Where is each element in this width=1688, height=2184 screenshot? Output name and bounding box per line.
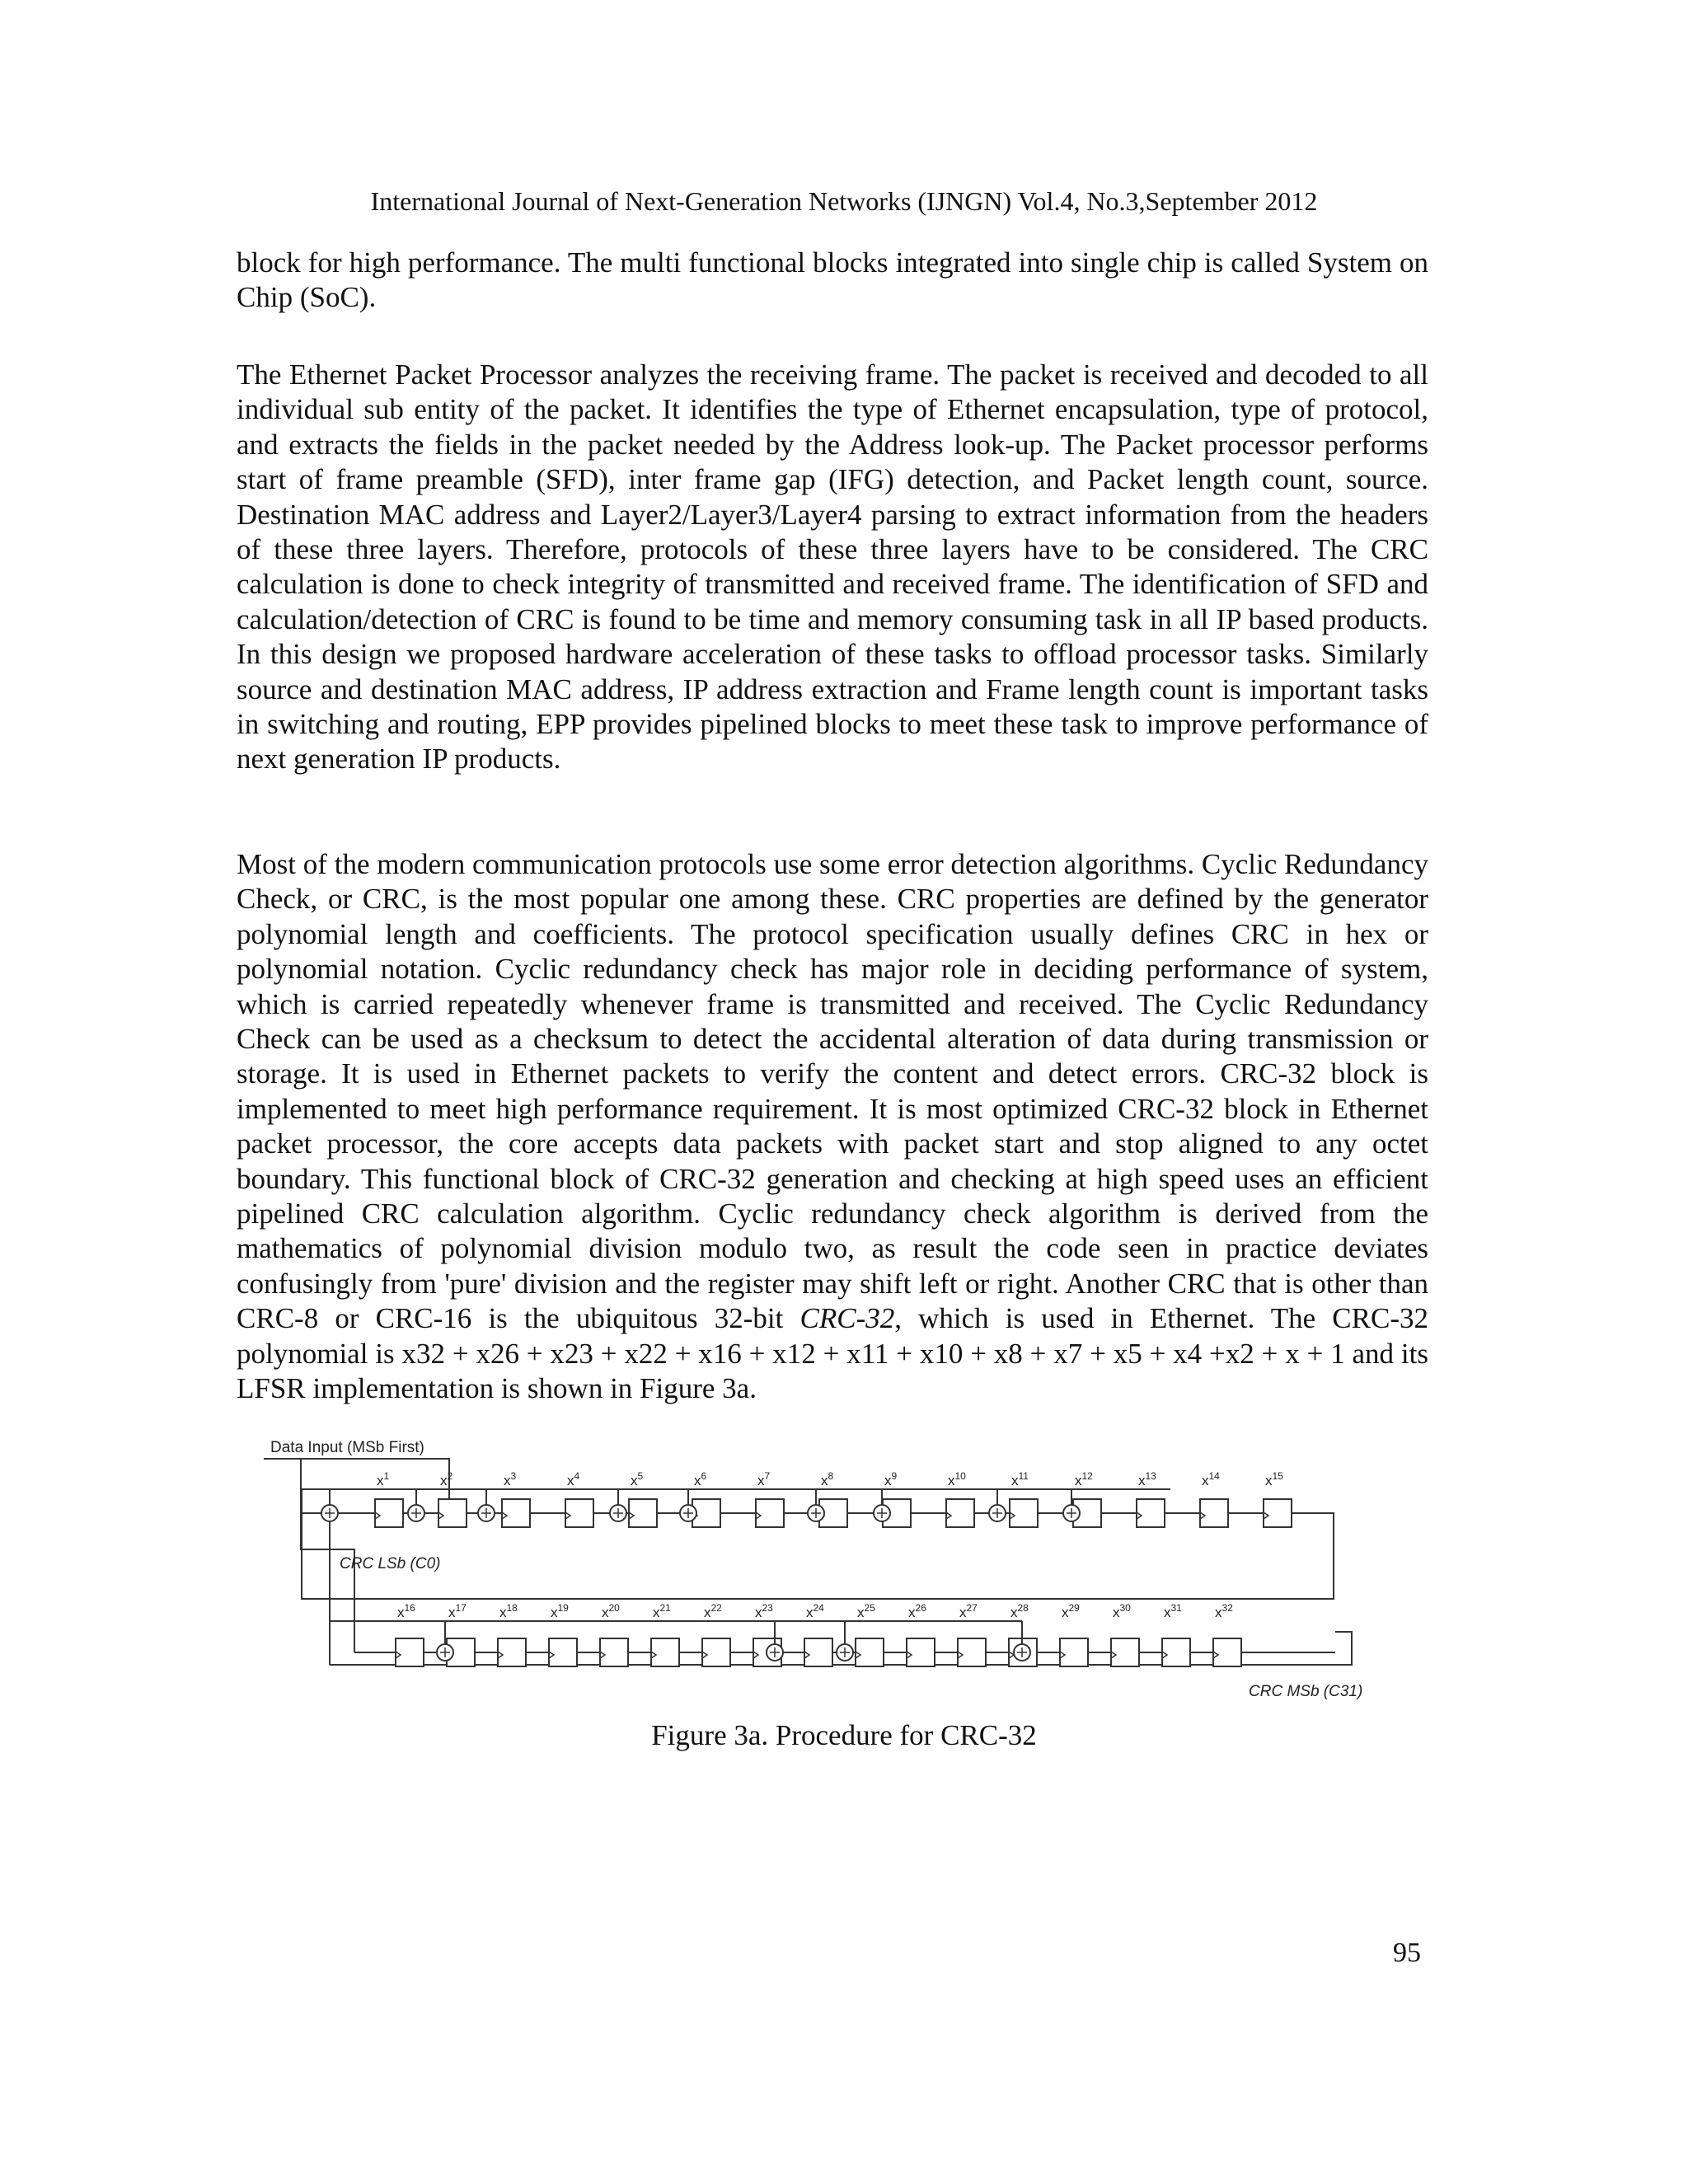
register-cell	[907, 1638, 935, 1666]
lfsr-diagram	[247, 1434, 1401, 1706]
register-cell	[549, 1638, 577, 1666]
register-cell	[629, 1499, 657, 1527]
tap-label: $x^{10}$	[948, 1470, 966, 1488]
register-cell	[702, 1638, 730, 1666]
register-cell	[438, 1499, 467, 1527]
crc-msb-label: CRC MSb (C31)	[1249, 1683, 1363, 1700]
running-header: International Journal of Next-Generation Networks (IJNGN) Vol.4, No.3,September 2012	[370, 186, 1318, 216]
tap-label: $x^{11}$	[1011, 1470, 1029, 1488]
lfsr-row-1	[321, 1470, 1292, 1527]
tap-label: $x^6$	[694, 1470, 707, 1488]
tap-label: $x^{31}$	[1164, 1602, 1182, 1620]
tap-label: $x^{25}$	[857, 1602, 875, 1620]
figure-caption: Figure 3a. Procedure for CRC-32	[651, 1719, 1037, 1751]
tap-label: $x^{18}$	[499, 1602, 518, 1620]
crc-lsb-label: CRC LSb (C0)	[340, 1555, 441, 1572]
tap-label: $x^{26}$	[908, 1602, 926, 1620]
tap-label: $x^{14}$	[1202, 1470, 1220, 1488]
tap-label: $x^{13}$	[1138, 1470, 1156, 1488]
register-cell	[1213, 1638, 1241, 1666]
tap-label: $x^{20}$	[602, 1602, 620, 1620]
register-cell	[565, 1499, 593, 1527]
register-cell	[651, 1638, 679, 1666]
tap-label: $x^{15}$	[1265, 1470, 1283, 1488]
tap-label: $x^3$	[504, 1470, 517, 1488]
register-cell	[1111, 1638, 1139, 1666]
tap-label: $x^2$	[440, 1470, 453, 1488]
tap-label: $x^8$	[821, 1470, 834, 1488]
register-cell	[1010, 1499, 1038, 1527]
tap-label: $x^{24}$	[806, 1602, 824, 1620]
tap-label: $x^{30}$	[1113, 1602, 1131, 1620]
register-cell	[1060, 1638, 1088, 1666]
body-paragraph: The Ethernet Packet Processor analyzes the receiving frame. The packet is received and decoded to all individual sub entity of the packet. It identifies the type of Ethernet encapsulation, type of protocol, and extracts the fields in the packet needed by the Address look-up. The Packet processor performs start of frame preamble (SFD), inter frame gap (IFG) detection, and Packet length count, source. Destination MAC address and Layer2/Layer3/Layer4 parsing to extract information from the headers of these three layers. Therefore, protocols of these three layers have to be considered. The CRC calculation is done to check integrity of transmitted and received frame. The identification of SFD and calculation/detection of CRC is found to be time and memory consuming task in all IP based products. In this design we proposed hardware acceleration of these tasks to offload processor tasks. Similarly source and destination MAC address, IP address extraction and Frame length count is important tasks in switching and routing, EPP provides pipelined blocks to meet these task to improve performance of next generation IP products.	[237, 359, 1428, 776]
register-cell	[1200, 1499, 1228, 1527]
tap-label: $x^{32}$	[1215, 1602, 1233, 1620]
register-cell	[958, 1638, 986, 1666]
data-input-label: Data Input (MSb First)	[270, 1439, 424, 1456]
tap-label: $x^5$	[631, 1470, 644, 1488]
tap-label: $x^{19}$	[551, 1602, 569, 1620]
tap-label: $x^{17}$	[448, 1602, 467, 1620]
tap-label: $x^{21}$	[653, 1602, 671, 1620]
tap-label: $x^{16}$	[397, 1602, 415, 1620]
tap-label: $x^1$	[377, 1470, 390, 1488]
register-cell	[946, 1499, 974, 1527]
register-cell	[375, 1499, 403, 1527]
register-cell	[396, 1638, 424, 1666]
tap-label: $x^{12}$	[1075, 1470, 1093, 1488]
tap-label: $x^9$	[884, 1470, 898, 1488]
tap-label: $x^{28}$	[1010, 1602, 1029, 1620]
tap-label: $x^7$	[757, 1470, 771, 1488]
register-cell	[1137, 1499, 1165, 1527]
register-cell	[498, 1638, 526, 1666]
tap-label: $x^{29}$	[1062, 1602, 1080, 1620]
lfsr-row-2	[396, 1602, 1241, 1666]
paragraph-text: Most of the modern communication protocols use some error detection algorithms. Cyclic Redundancy Check, or CRC, is the most popular one among these. CRC properties are defined by the generator polynomial length and coefficients. The protocol specification usually defines CRC in hex or polynomial notation. Cyclic redundancy check has major role in deciding performance of system, which is carried repeatedly whenever frame is transmitted and received. The Cyclic Redundancy Check can be used as a checksum to detect the accidental alteration of data during transmission or storage. It is used in Ethernet packets to verify the content and detect errors. CRC-32 block is implemented to meet high performance requirement. It is most optimized CRC-32 block in Ethernet packet processor, the core accepts data packets with packet start and stop aligned to any octet boundary. This functional block of CRC-32 generation and checking at high speed uses an efficient pipelined CRC calculation algorithm. Cyclic redundancy check algorithm is derived from the mathematics of polynomial division modulo two, as result the code seen in practice deviates confusingly from 'pure' division and the register may shift left or right. Another CRC that is other than CRC-8 or CRC-16 is the ubiquitous 32-bit	[237, 848, 1428, 1335]
italic-term: CRC-32	[799, 1302, 895, 1335]
register-cell	[756, 1499, 784, 1527]
body-paragraph: block for high performance. The multi functional blocks integrated into single chip is called System on Chip (SoC).	[237, 246, 1428, 314]
register-cell	[1264, 1499, 1292, 1527]
crc32-lfsr-figure	[247, 1434, 1401, 1706]
tap-label: $x^{27}$	[959, 1602, 978, 1620]
register-cell	[502, 1499, 530, 1527]
register-cell	[856, 1638, 884, 1666]
tap-label: $x^{23}$	[755, 1602, 773, 1620]
page-number: 95	[1393, 1938, 1421, 1968]
register-cell	[1162, 1638, 1190, 1666]
tap-label: $x^4$	[567, 1470, 580, 1488]
tap-label: $x^{22}$	[704, 1602, 722, 1620]
paragraph-text: , which is used in Ethernet. The CRC-32 polynomial is x32 + x26 + x23 + x22 + x16 + x12 + x11 + x10 + x8 + x7 + x5 + x4 +x2 + x + 1 and its LFSR implementation is shown in Figure 3a.	[237, 1302, 1428, 1405]
register-cell	[600, 1638, 628, 1666]
body-paragraph	[237, 847, 1428, 1407]
register-cell	[804, 1638, 832, 1666]
